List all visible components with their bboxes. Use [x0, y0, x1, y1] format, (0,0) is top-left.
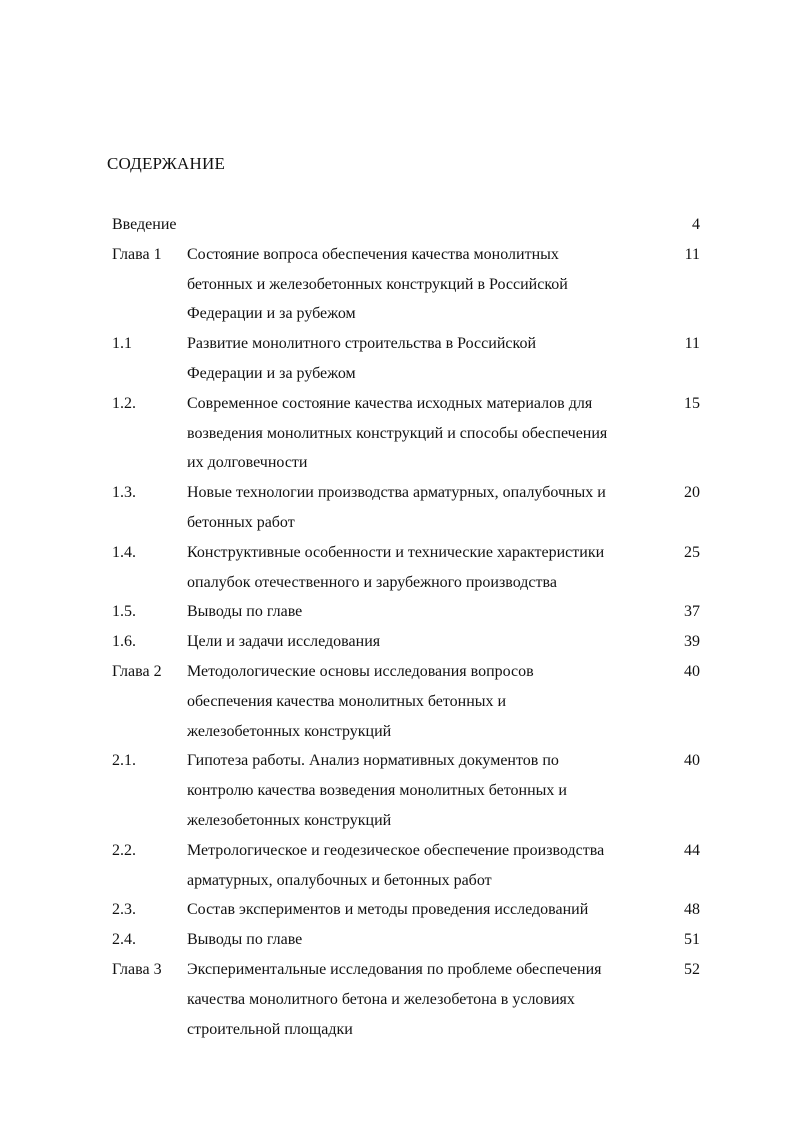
toc-entry-title: [187, 389, 657, 478]
toc-entry-title: [187, 538, 657, 598]
toc-entry-page: 52: [684, 961, 700, 978]
toc-entry-title-line: арматурных, опалубочных и бетонных работ: [187, 871, 492, 889]
toc-entry-title-line: Состояние вопроса обеспечения качества монолитных: [187, 245, 559, 263]
toc-entry-title-line: Федерации и за рубежом: [187, 364, 356, 382]
toc-entry-page: 51: [684, 931, 700, 949]
toc-entry-number: 2.2.: [112, 841, 136, 859]
toc-entry-title-line: Федерации и за рубежом: [187, 305, 356, 323]
toc-entry-title-line: их долговечности: [187, 454, 308, 472]
toc-entry-page: 37: [684, 603, 700, 621]
toc-entry-title-line: Методологические основы исследования вопросов: [187, 663, 534, 680]
toc-entry-title-line: Гипотеза работы. Анализ нормативных документов по: [187, 752, 559, 770]
toc-entry-page: 20: [684, 484, 700, 502]
toc-entry-number: 2.1.: [112, 752, 136, 770]
toc-entry-title-line: Цели и задачи исследования: [187, 633, 381, 651]
toc-entry-number: 2.4.: [112, 931, 136, 949]
toc-entry-title-line: обеспечения качества монолитных бетонных и: [187, 692, 507, 710]
toc-entry-page: 15: [684, 394, 700, 412]
toc-entry-title: [187, 240, 657, 329]
toc-entry-number: 1.1: [112, 335, 132, 353]
toc-entry-title-line: Развитие монолитного строительства в Российской: [187, 335, 537, 353]
toc-entry-title-line: Выводы по главе: [187, 603, 303, 621]
toc-entry-number: 2.3.: [112, 901, 136, 919]
toc-entry-title-line: возведения монолитных конструкций и способы обеспечения: [187, 424, 608, 442]
toc-entry-title: [187, 478, 657, 538]
toc-entry-page: 11: [684, 245, 700, 263]
toc-entry-title-line: Экспериментальные исследования по проблеме обеспечения: [187, 961, 602, 978]
toc-entry-number: 1.3.: [112, 484, 136, 502]
toc-entry-title: [187, 895, 657, 925]
toc-entry-page: 40: [684, 752, 700, 770]
toc-entry-page: 48: [684, 901, 700, 919]
toc-entry-title-line: Метрологическое и геодезическое обеспечение производства: [187, 841, 605, 859]
toc-entry-title: [187, 955, 657, 1044]
toc-entry-number: 1.6.: [112, 633, 136, 651]
toc-entry-page: 44: [684, 841, 700, 859]
toc-entry-title-line: железобетонных конструкций: [187, 811, 392, 829]
toc-entry-title: [187, 627, 657, 657]
toc-entry-title: [187, 836, 657, 896]
toc-entry-title-line: Введение: [112, 216, 177, 233]
toc-entry-number: 1.5.: [112, 603, 136, 621]
toc-entry-title-line: Состав экспериментов и методы проведения исследований: [187, 901, 589, 919]
toc-entry-title-line: железобетонных конструкций: [187, 722, 392, 740]
toc-entry-title: [112, 210, 582, 240]
toc-entry-title: [187, 329, 657, 389]
toc-entry-page: 25: [684, 543, 700, 561]
toc-entry-number: 1.4.: [112, 543, 136, 561]
toc-entry-title-line: Новые технологии производства арматурных, опалубочных и: [187, 484, 606, 502]
toc-entry-title-line: Конструктивные особенности и технические характеристики: [187, 543, 605, 561]
toc-entry-title-line: контролю качества возведения монолитных бетонных и: [187, 782, 567, 800]
toc-entry-number: Глава 2: [112, 663, 162, 680]
toc-entry-number: Глава 3: [112, 961, 162, 978]
toc-entry-title-line: Современное состояние качества исходных материалов для: [187, 394, 593, 412]
toc-entry-number: 1.2.: [112, 394, 136, 412]
toc-entry-title: [187, 597, 657, 627]
toc-entry-title-line: опалубок отечественного и зарубежного производства: [187, 573, 557, 591]
toc-entry-page: 11: [684, 335, 700, 353]
page-title: СОДЕРЖАНИЕ: [107, 154, 226, 173]
toc-entry-title-line: бетонных и железобетонных конструкций в Российской: [187, 275, 568, 293]
toc-entry-page: 4: [692, 216, 700, 233]
toc-entry-page: 40: [684, 663, 700, 680]
toc-entry-title: [187, 746, 657, 835]
toc-entry-number: Глава 1: [112, 245, 162, 263]
toc-entry-title: [187, 925, 657, 955]
toc-entry-title-line: строительной площадки: [187, 1020, 353, 1038]
toc-entry-title-line: Выводы по главе: [187, 931, 303, 949]
toc-entry-title-line: качества монолитного бетона и железобетона в условиях: [187, 990, 575, 1008]
toc-entry-page: 39: [684, 633, 700, 651]
toc-entry-title-line: бетонных работ: [187, 513, 295, 531]
toc-entry-title: [187, 657, 657, 746]
